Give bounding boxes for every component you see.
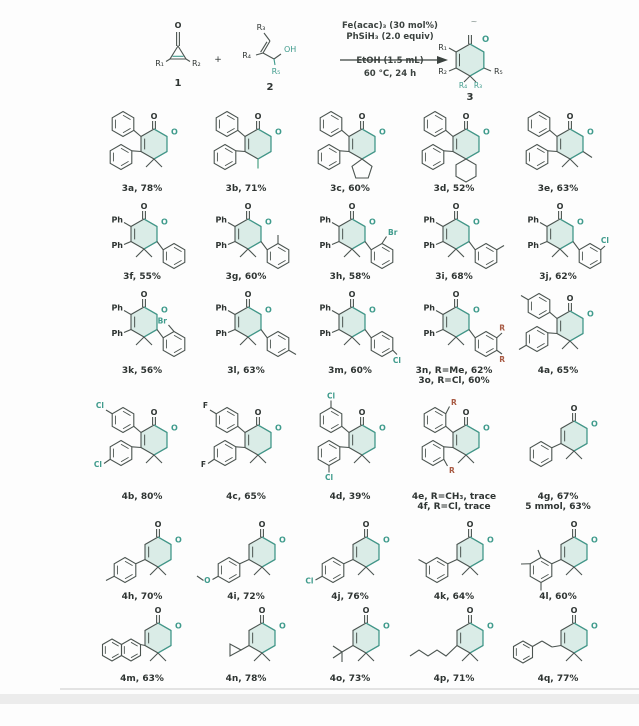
compound-4k-cell (402, 512, 506, 602)
compound-4n-structure (194, 602, 298, 674)
svg-text:O: O (279, 536, 286, 545)
compound-3e-label: 3e, 63% (538, 184, 578, 194)
compound-4h-label: 4h, 70% (122, 592, 163, 602)
compound-4n-cell (194, 602, 298, 684)
svg-text:Ph: Ph (215, 241, 227, 250)
compound-4e-structure (402, 386, 506, 492)
svg-text:Cl: Cl (393, 356, 401, 365)
compound-4i-structure (194, 512, 298, 592)
compound-4j-label: 4j, 76% (331, 592, 368, 602)
svg-text:Ph: Ph (527, 241, 539, 250)
product-r5-label: R₅ (494, 67, 503, 76)
compound-3i-cell (402, 194, 506, 282)
compound-4c-structure (194, 386, 298, 492)
compound-4a-cell (506, 282, 610, 386)
compound-3e-structure (506, 100, 610, 184)
svg-text:Ph: Ph (215, 304, 227, 313)
svg-text:O: O (577, 218, 584, 227)
svg-text:O: O (349, 202, 356, 211)
reactant1-number: 1 (175, 78, 182, 89)
compound-3c-label: 3c, 60% (330, 184, 370, 194)
product-number: 3 (467, 92, 474, 100)
svg-text:O: O (279, 622, 286, 631)
compound-4o-label: 4o, 73% (330, 674, 371, 684)
product-r4-label: R₄ (459, 81, 467, 90)
compound-3b-label: 3b, 71% (226, 184, 267, 194)
condition-silane: PhSiH₃ (2.0 equiv) (346, 32, 433, 42)
svg-text:Cl: Cl (94, 460, 102, 469)
compound-4k-structure (402, 512, 506, 592)
svg-text:O: O (571, 606, 578, 615)
svg-text:O: O (141, 202, 148, 211)
svg-text:Br: Br (388, 228, 398, 237)
grid-row-1 (90, 100, 639, 194)
svg-text:O: O (591, 622, 598, 631)
compound-3n-structure (402, 282, 506, 366)
compound-3m-structure (298, 282, 402, 366)
compound-3n-cell (402, 282, 506, 386)
reactant-1-structure (155, 21, 201, 89)
condition-temp-time: 60 °C, 24 h (364, 69, 416, 79)
compound-3f-cell (90, 194, 194, 282)
product-mark: ~ (471, 17, 478, 26)
compound-3l-cell (194, 282, 298, 386)
compound-4p-structure (402, 602, 506, 674)
compound-3m-label: 3m, 60% (328, 366, 372, 376)
compound-4g-cell (506, 386, 610, 512)
svg-text:O: O (259, 606, 266, 615)
svg-text:O: O (467, 520, 474, 529)
svg-text:O: O (161, 306, 168, 315)
compound-4q-cell (506, 602, 610, 684)
svg-text:O: O (567, 294, 574, 303)
reaction-scheme (118, 8, 639, 100)
svg-text:O: O (171, 424, 178, 433)
svg-text:O: O (587, 310, 594, 319)
compound-4i-label: 4i, 72% (227, 592, 264, 602)
svg-text:O: O (359, 112, 366, 121)
svg-text:R: R (451, 398, 457, 407)
svg-text:Cl: Cl (601, 236, 609, 245)
compound-4m-label: 4m, 63% (120, 674, 164, 684)
svg-text:O: O (275, 424, 282, 433)
product-o-label: O (482, 35, 489, 45)
condition-catalyst: Fe(acac)₃ (30 mol%) (342, 21, 438, 31)
compound-3e-cell (506, 100, 610, 194)
reactant1-r1-label: R₁ (155, 59, 164, 68)
products-grid (90, 100, 639, 684)
compound-4l-structure (506, 512, 610, 592)
svg-text:Ph: Ph (423, 329, 435, 338)
svg-text:O: O (369, 306, 376, 315)
svg-text:Ph: Ph (111, 241, 123, 250)
compound-3j-structure (506, 194, 610, 272)
compound-3l-structure (194, 282, 298, 366)
svg-text:O: O (245, 202, 252, 211)
reactant2-r4-label: R₄ (242, 51, 251, 60)
compound-4b-label: 4b, 80% (122, 492, 163, 502)
svg-text:O: O (487, 622, 494, 631)
compound-4p-cell (402, 602, 506, 684)
svg-text:Ph: Ph (527, 216, 539, 225)
svg-text:O: O (379, 424, 386, 433)
compound-4e-cell (402, 386, 506, 512)
compound-3k-structure (90, 282, 194, 366)
compound-4g-structure (506, 386, 610, 492)
svg-text:Br: Br (158, 317, 168, 326)
bottom-rule (60, 688, 639, 690)
compound-3j-cell (506, 194, 610, 282)
svg-text:O: O (155, 606, 162, 615)
compound-3a-cell (90, 100, 194, 194)
compound-3h-structure (298, 194, 402, 272)
compound-3a-label: 3a, 78% (122, 184, 162, 194)
reaction-arrow-head (437, 56, 448, 64)
compound-3c-cell (298, 100, 402, 194)
svg-text:O: O (483, 424, 490, 433)
svg-text:Ph: Ph (319, 329, 331, 338)
svg-text:Ph: Ph (111, 216, 123, 225)
compound-4p-label: 4p, 71% (434, 674, 475, 684)
svg-text:O: O (171, 128, 178, 137)
svg-text:O: O (453, 202, 460, 211)
compound-3a-structure (90, 100, 194, 184)
compound-4o-cell (298, 602, 402, 684)
compound-3b-structure (194, 100, 298, 184)
svg-text:O: O (557, 202, 564, 211)
svg-text:O: O (155, 520, 162, 529)
svg-text:O: O (363, 520, 370, 529)
svg-text:Ph: Ph (319, 216, 331, 225)
compound-4b-structure (90, 386, 194, 492)
grid-row-5 (90, 512, 639, 602)
svg-text:Ph: Ph (319, 304, 331, 313)
grid-row-2 (90, 194, 639, 282)
figure-page (0, 8, 639, 726)
svg-text:O: O (571, 520, 578, 529)
svg-text:F: F (203, 401, 208, 410)
compound-3g-structure (194, 194, 298, 272)
compound-3d-label: 3d, 52% (434, 184, 475, 194)
svg-text:O: O (265, 306, 272, 315)
svg-text:O: O (453, 290, 460, 299)
grid-row-6 (90, 602, 639, 684)
compound-3h-label: 3h, 58% (330, 272, 371, 282)
reaction-conditions (340, 21, 448, 79)
condition-solvent: EtOH (1.5 mL) (356, 56, 423, 66)
reactant1-r2-label: R₂ (192, 59, 201, 68)
compound-4h-cell (90, 512, 194, 602)
svg-text:O: O (483, 128, 490, 137)
svg-text:O: O (571, 404, 578, 413)
svg-text:O: O (161, 218, 168, 227)
product-r2-label: R₂ (438, 67, 447, 76)
compound-3d-structure (402, 100, 506, 184)
compound-4b-cell (90, 386, 194, 512)
compound-4m-cell (90, 602, 194, 684)
svg-text:O: O (383, 622, 390, 631)
svg-text:O: O (141, 290, 148, 299)
compound-4j-structure (298, 512, 402, 592)
compound-4d-cell (298, 386, 402, 512)
svg-text:Cl: Cl (327, 392, 335, 401)
svg-text:O: O (369, 218, 376, 227)
svg-text:O: O (467, 606, 474, 615)
svg-text:O: O (204, 576, 210, 585)
compound-3b-cell (194, 100, 298, 194)
reactant2-r5-label: R₅ (272, 67, 281, 76)
compound-4m-structure (90, 602, 194, 674)
product-r3-label: R₃ (474, 81, 482, 90)
svg-text:O: O (473, 218, 480, 227)
svg-text:O: O (275, 128, 282, 137)
svg-text:Cl: Cl (325, 473, 333, 482)
reaction-scheme-svg (118, 8, 638, 100)
svg-text:O: O (255, 112, 262, 121)
svg-text:O: O (463, 112, 470, 121)
reactant2-oh-label: OH (284, 45, 296, 54)
svg-text:Cl: Cl (96, 401, 104, 410)
compound-4g-label-2: 5 mmol, 63% (525, 502, 591, 512)
compound-3h-cell (298, 194, 402, 282)
compound-4q-structure (506, 602, 610, 674)
svg-text:O: O (591, 420, 598, 429)
reactant2-number: 2 (267, 82, 274, 93)
compound-4d-structure (298, 386, 402, 492)
compound-3f-label: 3f, 55% (123, 272, 161, 282)
compound-4c-label: 4c, 65% (226, 492, 266, 502)
svg-text:Ph: Ph (423, 241, 435, 250)
compound-3g-label: 3g, 60% (226, 272, 267, 282)
compound-4g-label: 4g, 67% (538, 492, 579, 502)
grid-row-4 (90, 386, 639, 512)
svg-text:O: O (349, 290, 356, 299)
svg-text:Ph: Ph (111, 329, 123, 338)
compound-4l-cell (506, 512, 610, 602)
reactant1-o-label: O (175, 21, 182, 30)
compound-4d-label: 4d, 39% (330, 492, 371, 502)
svg-text:R: R (449, 466, 455, 475)
compound-4j-cell (298, 512, 402, 602)
compound-3m-cell (298, 282, 402, 386)
svg-text:O: O (151, 408, 158, 417)
compound-3d-cell (402, 100, 506, 194)
svg-text:O: O (151, 112, 158, 121)
grid-row-3 (90, 282, 639, 386)
svg-text:O: O (175, 536, 182, 545)
compound-3n-label: 3n, R=Me, 62% (416, 366, 493, 376)
compound-4e-label-2: 4f, R=Cl, trace (417, 502, 490, 512)
compound-3l-label: 3l, 63% (227, 366, 264, 376)
plus-sign: + (214, 55, 222, 65)
svg-text:O: O (463, 408, 470, 417)
compound-4o-structure (298, 602, 402, 674)
svg-text:O: O (255, 408, 262, 417)
compound-3g-cell (194, 194, 298, 282)
svg-text:Ph: Ph (423, 304, 435, 313)
svg-text:Ph: Ph (111, 304, 123, 313)
reactant2-r3-label: R₃ (257, 23, 266, 32)
svg-text:O: O (363, 606, 370, 615)
svg-text:O: O (383, 536, 390, 545)
compound-3f-structure (90, 194, 194, 272)
compound-3i-structure (402, 194, 506, 272)
svg-text:O: O (175, 622, 182, 631)
svg-text:O: O (259, 520, 266, 529)
compound-4a-label: 4a, 65% (538, 366, 578, 376)
svg-text:O: O (245, 290, 252, 299)
svg-text:O: O (587, 128, 594, 137)
svg-text:O: O (265, 218, 272, 227)
product-3-structure (438, 17, 503, 100)
compound-4q-label: 4q, 77% (538, 674, 579, 684)
compound-4a-structure (506, 282, 610, 366)
svg-text:Ph: Ph (215, 216, 227, 225)
reactant-2-structure (242, 23, 296, 93)
svg-text:R: R (499, 324, 505, 333)
compound-4i-cell (194, 512, 298, 602)
bottom-strip (0, 694, 639, 704)
compound-3k-label: 3k, 56% (122, 366, 162, 376)
svg-text:Cl: Cl (305, 577, 313, 586)
svg-text:R: R (499, 355, 505, 364)
compound-4k-label: 4k, 64% (434, 592, 474, 602)
compound-4n-label: 4n, 78% (226, 674, 267, 684)
svg-text:Ph: Ph (215, 329, 227, 338)
compound-3i-label: 3i, 68% (435, 272, 472, 282)
svg-text:O: O (487, 536, 494, 545)
svg-text:Ph: Ph (319, 241, 331, 250)
svg-text:O: O (359, 408, 366, 417)
svg-text:F: F (201, 460, 206, 469)
svg-text:O: O (379, 128, 386, 137)
svg-text:O: O (567, 112, 574, 121)
compound-3n-label-2: 3o, R=Cl, 60% (418, 376, 489, 386)
compound-3j-label: 3j, 62% (539, 272, 576, 282)
product-r1-label: R₁ (438, 43, 447, 52)
compound-3k-cell (90, 282, 194, 386)
compound-4h-structure (90, 512, 194, 592)
svg-text:O: O (591, 536, 598, 545)
svg-text:Ph: Ph (423, 216, 435, 225)
compound-3c-structure (298, 100, 402, 184)
compound-4l-label: 4l, 60% (539, 592, 576, 602)
svg-text:O: O (473, 306, 480, 315)
compound-4e-label: 4e, R=CH₃, trace (412, 492, 496, 502)
compound-4c-cell (194, 386, 298, 512)
